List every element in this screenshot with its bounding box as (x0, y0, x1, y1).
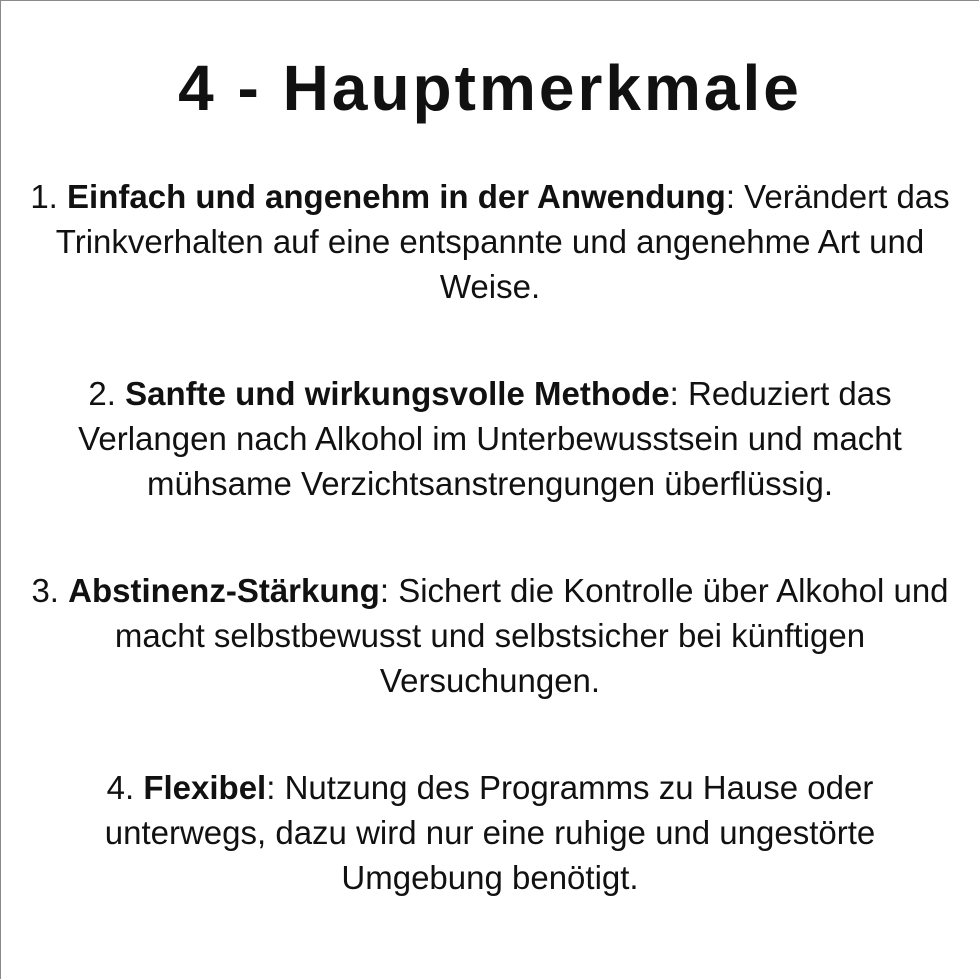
feature-description: Sichert die Kontrolle über Alkohol und macht selbstbewusst und selbstsicher bei künftigen Versuchungen. (114, 572, 949, 699)
feature-item-3: 3. Abstinenz-Stärkung: Sichert die Kontrolle über Alkohol und macht selbstbewusst und selbstsicher bei künftigen Versuchungen. (31, 572, 949, 699)
feature-number: 1. (30, 178, 58, 215)
feature-heading: Abstinenz-Stärkung (68, 572, 380, 609)
feature-heading: Einfach und angenehm in der Anwendung (67, 178, 726, 215)
page-title: 4 - Hauptmerkmale (178, 52, 802, 124)
feature-number: 2. (88, 375, 116, 412)
feature-heading: Sanfte und wirkungsvolle Methode (125, 375, 670, 412)
feature-item-4: 4. Flexibel: Nutzung des Programms zu Hause oder unterwegs, dazu wird nur eine ruhige und ungestörte Umgebung benötigt. (104, 769, 876, 896)
feature-number: 4. (106, 769, 135, 806)
feature-item-1: 1. Einfach und angenehm in der Anwendung: Verändert das Trinkverhalten auf eine entspannte und angenehme Art und Weise. (30, 178, 950, 305)
feature-list (30, 174, 950, 900)
feature-description: Verändert das Trinkverhalten auf eine entspannte und angenehme Art und Weise. (55, 178, 950, 305)
feature-description: Nutzung des Programms zu Hause oder unterwegs, dazu wird nur eine ruhige und ungestörte Umgebung benötigt. (104, 769, 876, 896)
feature-heading: Flexibel (143, 769, 267, 806)
feature-item-2: 2. Sanfte und wirkungsvolle Methode: Reduziert das Verlangen nach Alkohol im Unterbewusstsein und macht mühsame Verzichtsanstrengungen überflüssig. (78, 375, 902, 502)
feature-description: Reduziert das Verlangen nach Alkohol im Unterbewusstsein und macht mühsame Verzichtsanstrengungen überflüssig. (78, 375, 902, 502)
feature-number: 3. (31, 572, 59, 609)
